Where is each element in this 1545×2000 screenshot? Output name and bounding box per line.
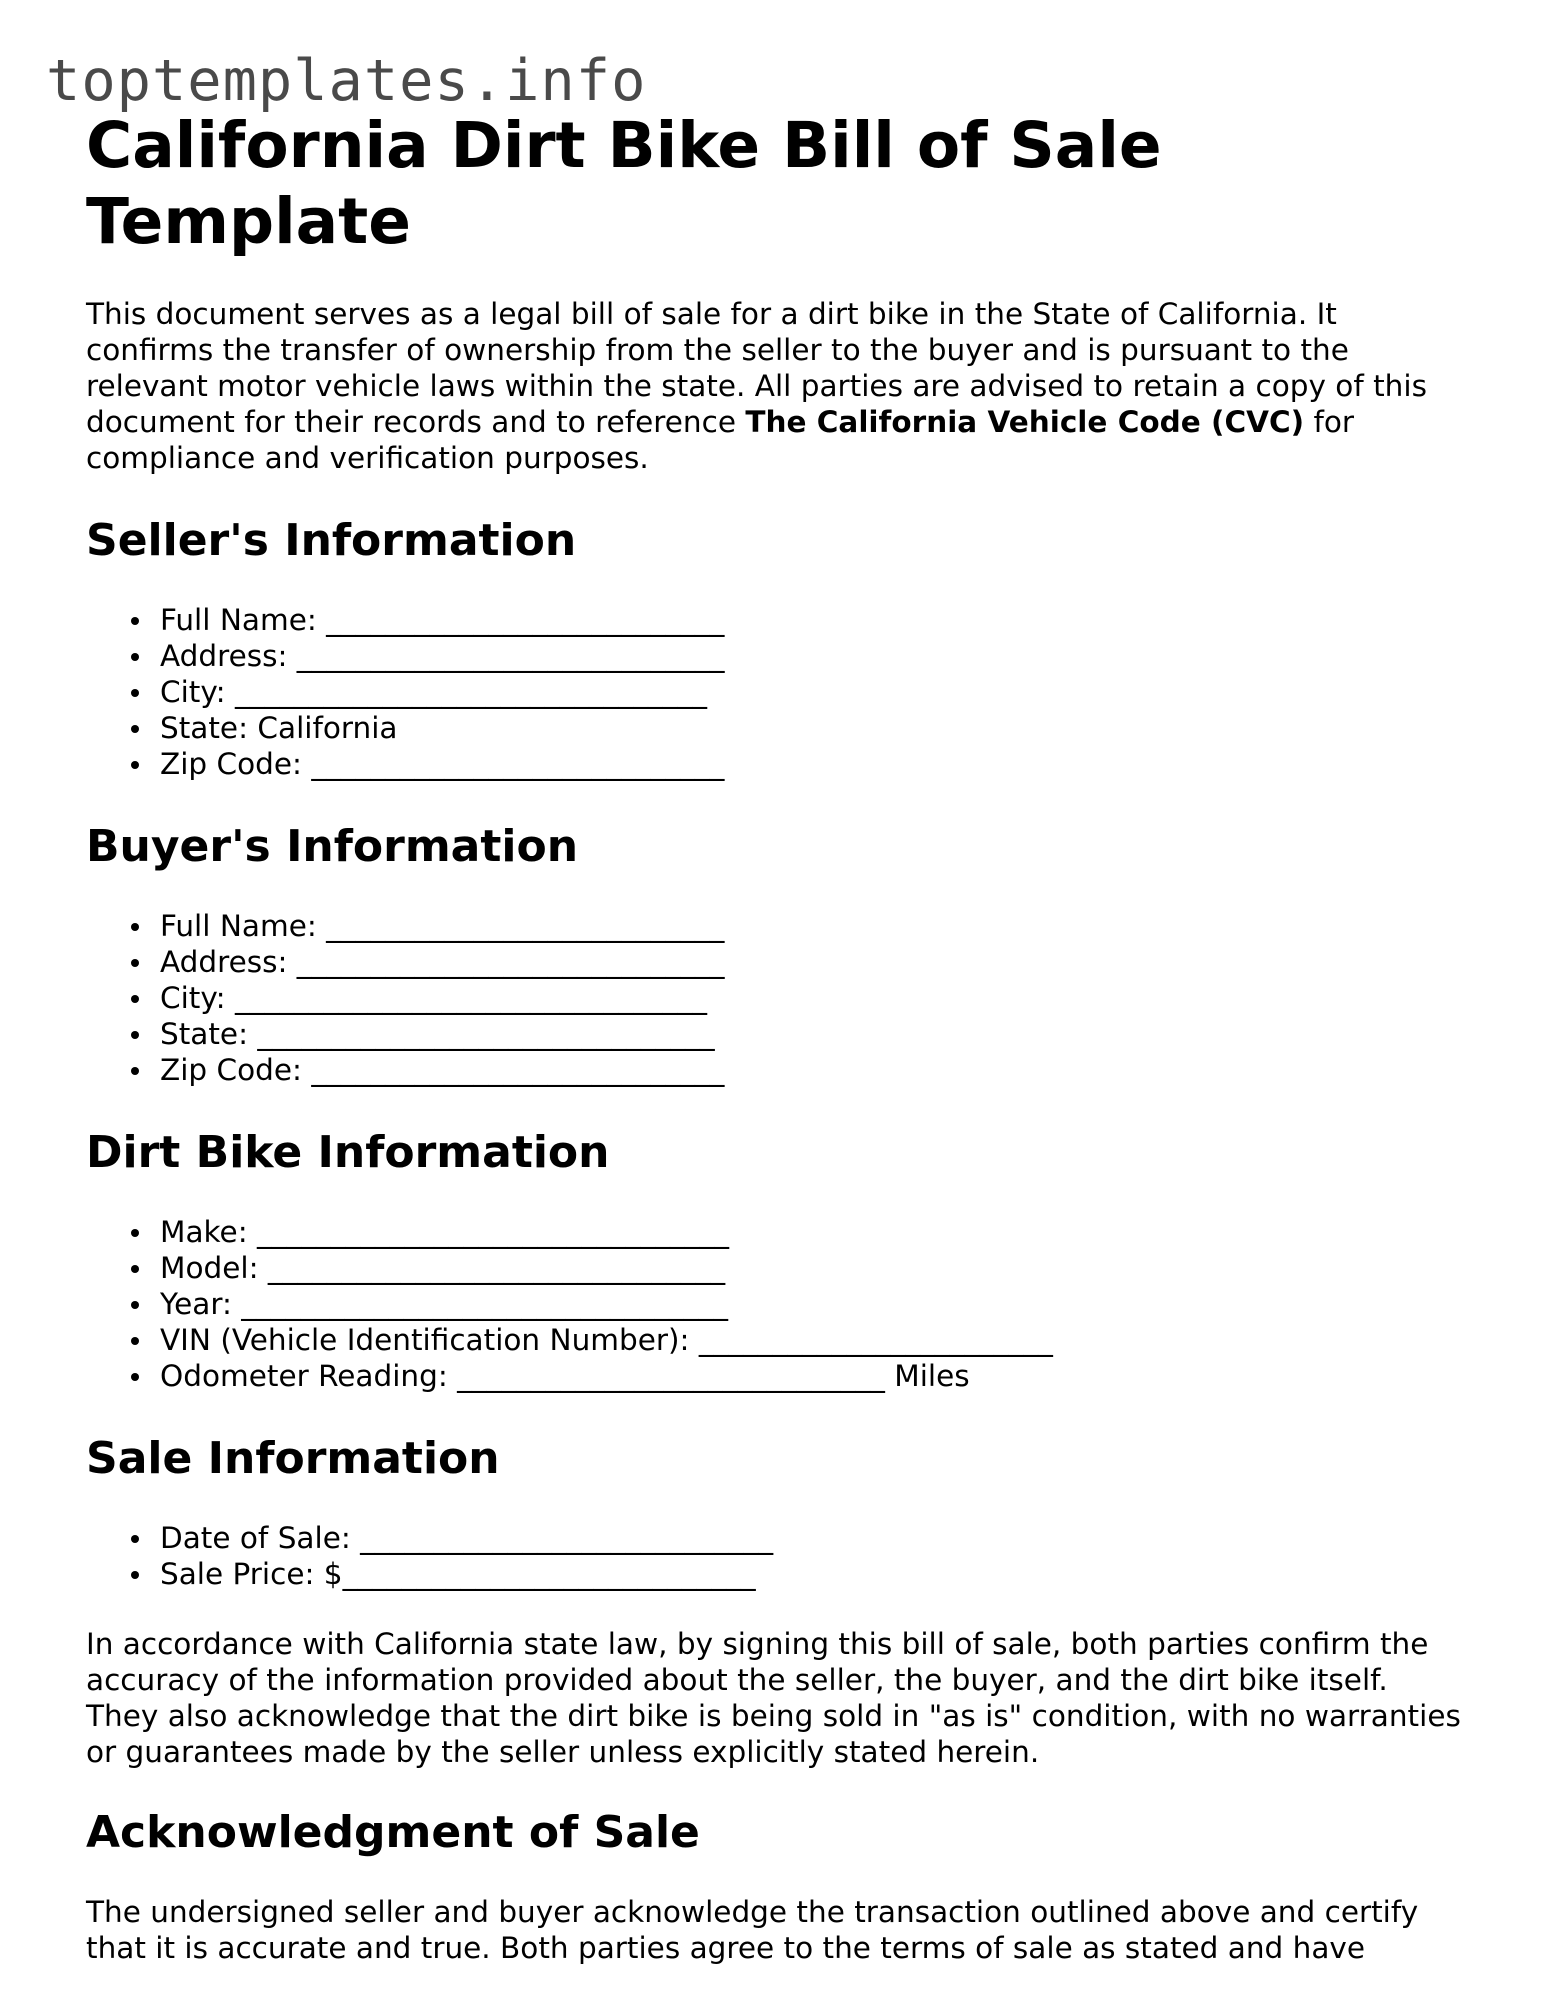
buyer-zip-field: Zip Code: ____________________________	[160, 1052, 1466, 1088]
intro-text-start: This document serves as a legal bill of sale for a dirt bike in the State of California. It confirms the transfer of ownership from the seller to the buyer and is pursuant to the relevant motor vehicle laws within the state. All parties are advised to retain a copy of this document for their records and to reference	[86, 297, 1427, 439]
bike-make-field: Make: ________________________________	[160, 1214, 1466, 1250]
intro-paragraph	[86, 296, 1466, 476]
sale-date-field: Date of Sale: ____________________________	[160, 1520, 1466, 1556]
seller-address-field: Address: _____________________________	[160, 638, 1466, 674]
buyer-field-list	[86, 908, 1466, 1088]
seller-zip-field: Zip Code: ____________________________	[160, 746, 1466, 782]
bike-model-field: Model: _______________________________	[160, 1250, 1466, 1286]
buyer-state-field: State: _______________________________	[160, 1016, 1466, 1052]
seller-full-name-field: Full Name: ___________________________	[160, 602, 1466, 638]
seller-heading: Seller's Information	[86, 515, 577, 566]
bike-year-field: Year: _________________________________	[160, 1286, 1466, 1322]
seller-state-field: State: California	[160, 710, 1466, 746]
sale-field-list	[86, 1520, 1466, 1592]
acknowledgment-paragraph: The undersigned seller and buyer acknowledge the transaction outlined above and certify that it is accurate and true. Both parties agree to the terms of sale as stated and have	[86, 1895, 1419, 1965]
sale-price-field: Sale Price: $____________________________	[160, 1556, 1466, 1592]
seller-city-field: City: ________________________________	[160, 674, 1466, 710]
document-title: California Dirt Bike Bill of Sale Template	[86, 109, 1162, 258]
buyer-heading: Buyer's Information	[86, 821, 579, 872]
sale-terms-paragraph: In accordance with California state law, by signing this bill of sale, both parties confirm the accuracy of the information provided about the seller, the buyer, and the dirt bike itself. They also acknowledge that the dirt bike is being sold in "as is" condition, with no warranties or guarantees made by the seller unless explicitly stated herein.	[86, 1627, 1461, 1769]
bike-vin-field: VIN (Vehicle Identification Number): ________________________	[160, 1322, 1466, 1358]
intro-text-end: for compliance and verification purposes.	[86, 405, 1355, 475]
sale-heading: Sale Information	[86, 1433, 500, 1484]
seller-field-list	[86, 602, 1466, 782]
buyer-city-field: City: ________________________________	[160, 980, 1466, 1016]
document-page	[86, 108, 1466, 1966]
buyer-full-name-field: Full Name: ___________________________	[160, 908, 1466, 944]
bike-odometer-field: Odometer Reading: _____________________________ Miles	[160, 1358, 1466, 1394]
bike-field-list	[86, 1214, 1466, 1394]
intro-cvc-reference: The California Vehicle Code (CVC)	[745, 405, 1305, 439]
bike-heading: Dirt Bike Information	[86, 1127, 610, 1178]
watermark: toptemplates.info	[46, 48, 647, 114]
acknowledgment-heading: Acknowledgment of Sale	[86, 1807, 700, 1858]
buyer-address-field: Address: _____________________________	[160, 944, 1466, 980]
